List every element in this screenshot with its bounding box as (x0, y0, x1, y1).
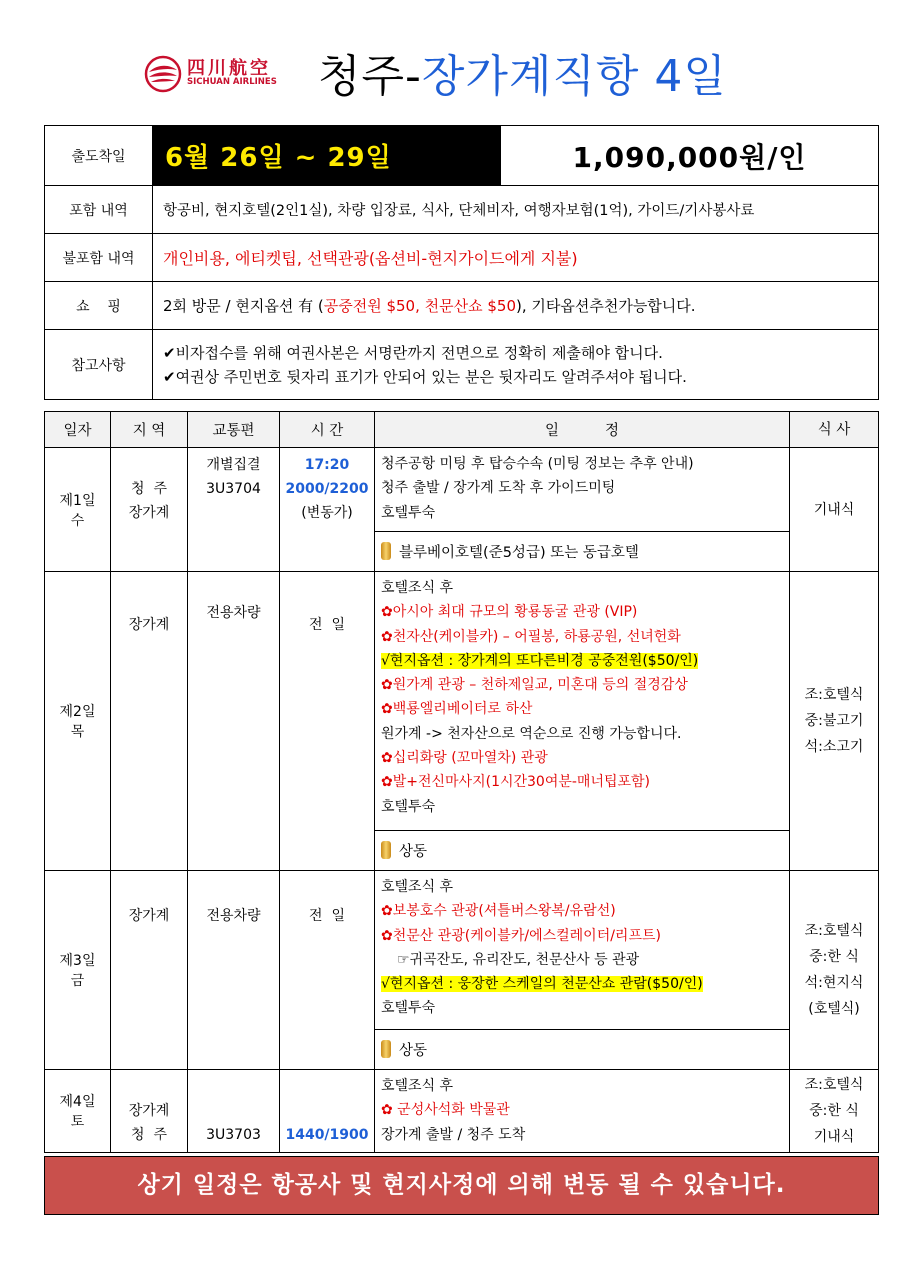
header-meal: 식 사 (790, 412, 879, 448)
date-row (45, 126, 879, 186)
title-row (0, 28, 905, 108)
notes-label: 참고사항 (45, 330, 153, 400)
day3-transport (188, 871, 280, 1070)
day3-region (111, 871, 188, 1070)
day2-day (45, 572, 111, 871)
day3-region-text: 장가계 (128, 908, 170, 924)
day4-region-1: 장가계 (128, 1103, 170, 1119)
itinerary-line: 청주공항 미팅 후 탑승수속 (미팅 정보는 추후 안내) (381, 456, 694, 472)
day3-time-text: 전 일 (309, 908, 345, 924)
hotel-tube-icon (381, 841, 391, 859)
day1-time-3: (변동가) (301, 505, 353, 521)
day1-hotel (375, 532, 790, 572)
day2-hotel (375, 831, 790, 871)
airline-logo (143, 52, 293, 96)
itinerary-line: ✿천문산 관광(케이블카/에스컬레이터/리프트) (381, 927, 661, 944)
day3-meal-3: 석:현지식 (804, 975, 864, 991)
title-origin: 청주- (318, 51, 422, 102)
day2-transport-text: 전용차량 (206, 605, 261, 621)
day4-region (111, 1070, 188, 1153)
day3-transport-text: 전용차량 (206, 908, 261, 924)
header-transport: 교통편 (188, 412, 280, 448)
header-day: 일자 (45, 412, 111, 448)
itinerary-line: ✿보봉호수 관광(셔틀버스왕복/유람선) (381, 903, 616, 920)
itinerary-line: ✿아시아 최대 규모의 황룡동굴 관광 (VIP) (381, 604, 638, 621)
notes-row (45, 330, 879, 400)
day1-region-1: 청 주 (131, 481, 167, 497)
day2-label: 제2일 (59, 704, 96, 720)
day2-time (280, 572, 375, 871)
day4-itinerary (375, 1070, 790, 1153)
itinerary-line: ✿원가계 관광 – 천하제일교, 미혼대 등의 절경감상 (381, 677, 688, 694)
shopping-suffix: ), 기타옵션추천가능합니다. (516, 297, 696, 315)
header-time: 시 간 (280, 412, 375, 448)
option-line (381, 972, 783, 996)
day2-hotel-name: 상동 (399, 844, 428, 860)
day2-row (45, 572, 879, 831)
day2-transport (188, 572, 280, 871)
include-value: 항공비, 현지호텔(2인1실), 차량 입장료, 식사, 단체비자, 여행자보험(1억), 가이드/기사봉사료 (153, 186, 879, 234)
day4-transport (188, 1070, 280, 1153)
itinerary-line: 호텔조식 후 (381, 1078, 454, 1094)
schedule-table (44, 411, 879, 1153)
include-label: 포함 내역 (45, 186, 153, 234)
day4-meal-2: 중:한 식 (809, 1103, 859, 1119)
exclude-label: 불포함 내역 (45, 234, 153, 282)
day2-time-text: 전 일 (309, 617, 345, 633)
day1-weekday: 수 (70, 512, 85, 529)
day4-region-2: 청 주 (131, 1127, 167, 1143)
itinerary-line: ✿발+전신마사지(1시간30여분-매너팁포함) (381, 774, 651, 791)
day2-weekday: 목 (70, 724, 85, 740)
shopping-options: 공중전원 $50, 천문산쇼 $50 (323, 297, 516, 315)
note-line: ✔여권상 주민번호 뒷자리 표기가 안되어 있는 분은 뒷자리도 알려주셔야 됩니다. (163, 367, 687, 386)
exclude-row (45, 234, 879, 282)
day1-row (45, 448, 879, 532)
date-value: 6월 26일 ~ 29일 (153, 126, 501, 186)
shopping-prefix: 2회 방문 / 현지옵션 有 ( (163, 297, 324, 315)
include-row (45, 186, 879, 234)
title-destination: 장가계직항 4일 (421, 51, 727, 102)
day1-meal: 기내식 (790, 448, 879, 572)
day3-option: √현지옵션 : 웅장한 스케일의 천문산쇼 관람($50/인) (381, 976, 703, 993)
tour-info-table (44, 125, 879, 400)
itinerary-line: 호텔조식 후 (381, 580, 454, 596)
day1-day (45, 448, 111, 572)
day3-itinerary (375, 871, 790, 1030)
day1-time (280, 448, 375, 572)
day1-transport-1: 개별집결 (206, 457, 261, 473)
header-itinerary: 일 정 (375, 412, 790, 448)
day1-time-1: 17:20 (304, 457, 350, 473)
day3-meal-1: 조:호텔식 (804, 923, 864, 939)
day3-hotel (375, 1030, 790, 1070)
itinerary-line: ☞귀곡잔도, 유리잔도, 천문산사 등 관광 (397, 951, 640, 968)
logo-name-cn: 四川航空 (187, 58, 271, 79)
day4-row (45, 1070, 879, 1153)
itinerary-line: 호텔조식 후 (381, 879, 454, 895)
day4-weekday: 토 (70, 1114, 85, 1130)
day3-time (280, 871, 375, 1070)
day4-meal-1: 조:호텔식 (804, 1077, 864, 1093)
day1-itinerary (375, 448, 790, 532)
day3-day (45, 871, 111, 1070)
notes-value (153, 330, 879, 400)
day2-meal-1: 조:호텔식 (804, 687, 864, 703)
day3-hotel-name: 상동 (399, 1043, 428, 1059)
itinerary-line: 원가계 -> 천자산으로 역순으로 진행 가능합니다. (381, 725, 682, 742)
day1-region (111, 448, 188, 572)
day2-meal-3: 석:소고기 (804, 739, 864, 755)
day1-transport-2: 3U3704 (206, 481, 261, 497)
day4-time-text: 1440/1900 (285, 1127, 369, 1143)
option-line (381, 649, 783, 673)
day3-row (45, 871, 879, 1030)
day3-label: 제3일 (59, 953, 96, 969)
day1-label: 제1일 (59, 492, 96, 509)
hotel-tube-icon (381, 542, 391, 560)
day3-meal (790, 871, 879, 1070)
exclude-value: 개인비용, 에티켓팁, 선택관광(옵션비-현지가이드에게 지불) (153, 234, 879, 282)
day2-meal-2: 중:불고기 (804, 713, 864, 729)
schedule-header-row (45, 412, 879, 448)
itinerary-line: 호텔투숙 (381, 1000, 436, 1017)
itinerary-line: 호텔투숙 (381, 504, 436, 521)
header-region: 지 역 (111, 412, 188, 448)
day3-weekday: 금 (70, 973, 85, 989)
day1-time-2: 2000/2200 (285, 481, 369, 497)
note-line: ✔비자접수를 위해 여권사본은 서명란까지 전면으로 정확히 제출해야 합니다. (163, 343, 663, 362)
day1-hotel-name: 블루베이호텔(준5성급) 또는 동급호텔 (399, 545, 639, 561)
day3-meal-4: (호텔식) (808, 1001, 860, 1017)
itinerary-line: ✿ 군성사석화 박물관 (381, 1102, 510, 1119)
itinerary-line: 호텔투숙 (381, 798, 436, 815)
day4-transport-text: 3U3703 (206, 1127, 261, 1143)
sichuan-airlines-emblem-icon (143, 54, 183, 94)
day4-day (45, 1070, 111, 1153)
itinerary-line: ✿천자산(케이블카) – 어필봉, 하룡공원, 선녀헌화 (381, 628, 681, 645)
day2-option: √현지옵션 : 장가계의 또다른비경 공중전원($50/인) (381, 652, 699, 669)
logo-name-en: SICHUAN AIRLINES (187, 77, 277, 87)
day4-meal (790, 1070, 879, 1153)
footer-notice: 상기 일정은 항공사 및 현지사정에 의해 변동 될 수 있습니다. (44, 1156, 879, 1215)
itinerary-line: 장가계 출발 / 청주 도착 (381, 1126, 526, 1143)
day2-itinerary (375, 572, 790, 831)
day4-label: 제4일 (59, 1094, 96, 1110)
shopping-row (45, 282, 879, 330)
itinerary-line: ✿백룡엘리베이터로 하산 (381, 701, 533, 718)
day1-region-2: 장가계 (128, 505, 170, 521)
page-title (318, 40, 727, 104)
hotel-tube-icon (381, 1040, 391, 1058)
day4-time (280, 1070, 375, 1153)
shopping-value (153, 282, 879, 330)
itinerary-line: ✿십리화랑 (꼬마열차) 관광 (381, 750, 548, 767)
date-label: 출도착일 (45, 126, 153, 186)
day2-region-text: 장가계 (128, 617, 170, 633)
day2-region (111, 572, 188, 871)
day3-meal-2: 중:한 식 (809, 949, 859, 965)
shopping-label: 쇼 핑 (45, 282, 153, 330)
itinerary-line: 청주 출발 / 장가계 도착 후 가이드미팅 (381, 480, 616, 497)
day1-transport (188, 448, 280, 572)
price-value: 1,090,000원/인 (501, 126, 879, 186)
day4-meal-3: 기내식 (813, 1129, 855, 1145)
day2-meal (790, 572, 879, 871)
